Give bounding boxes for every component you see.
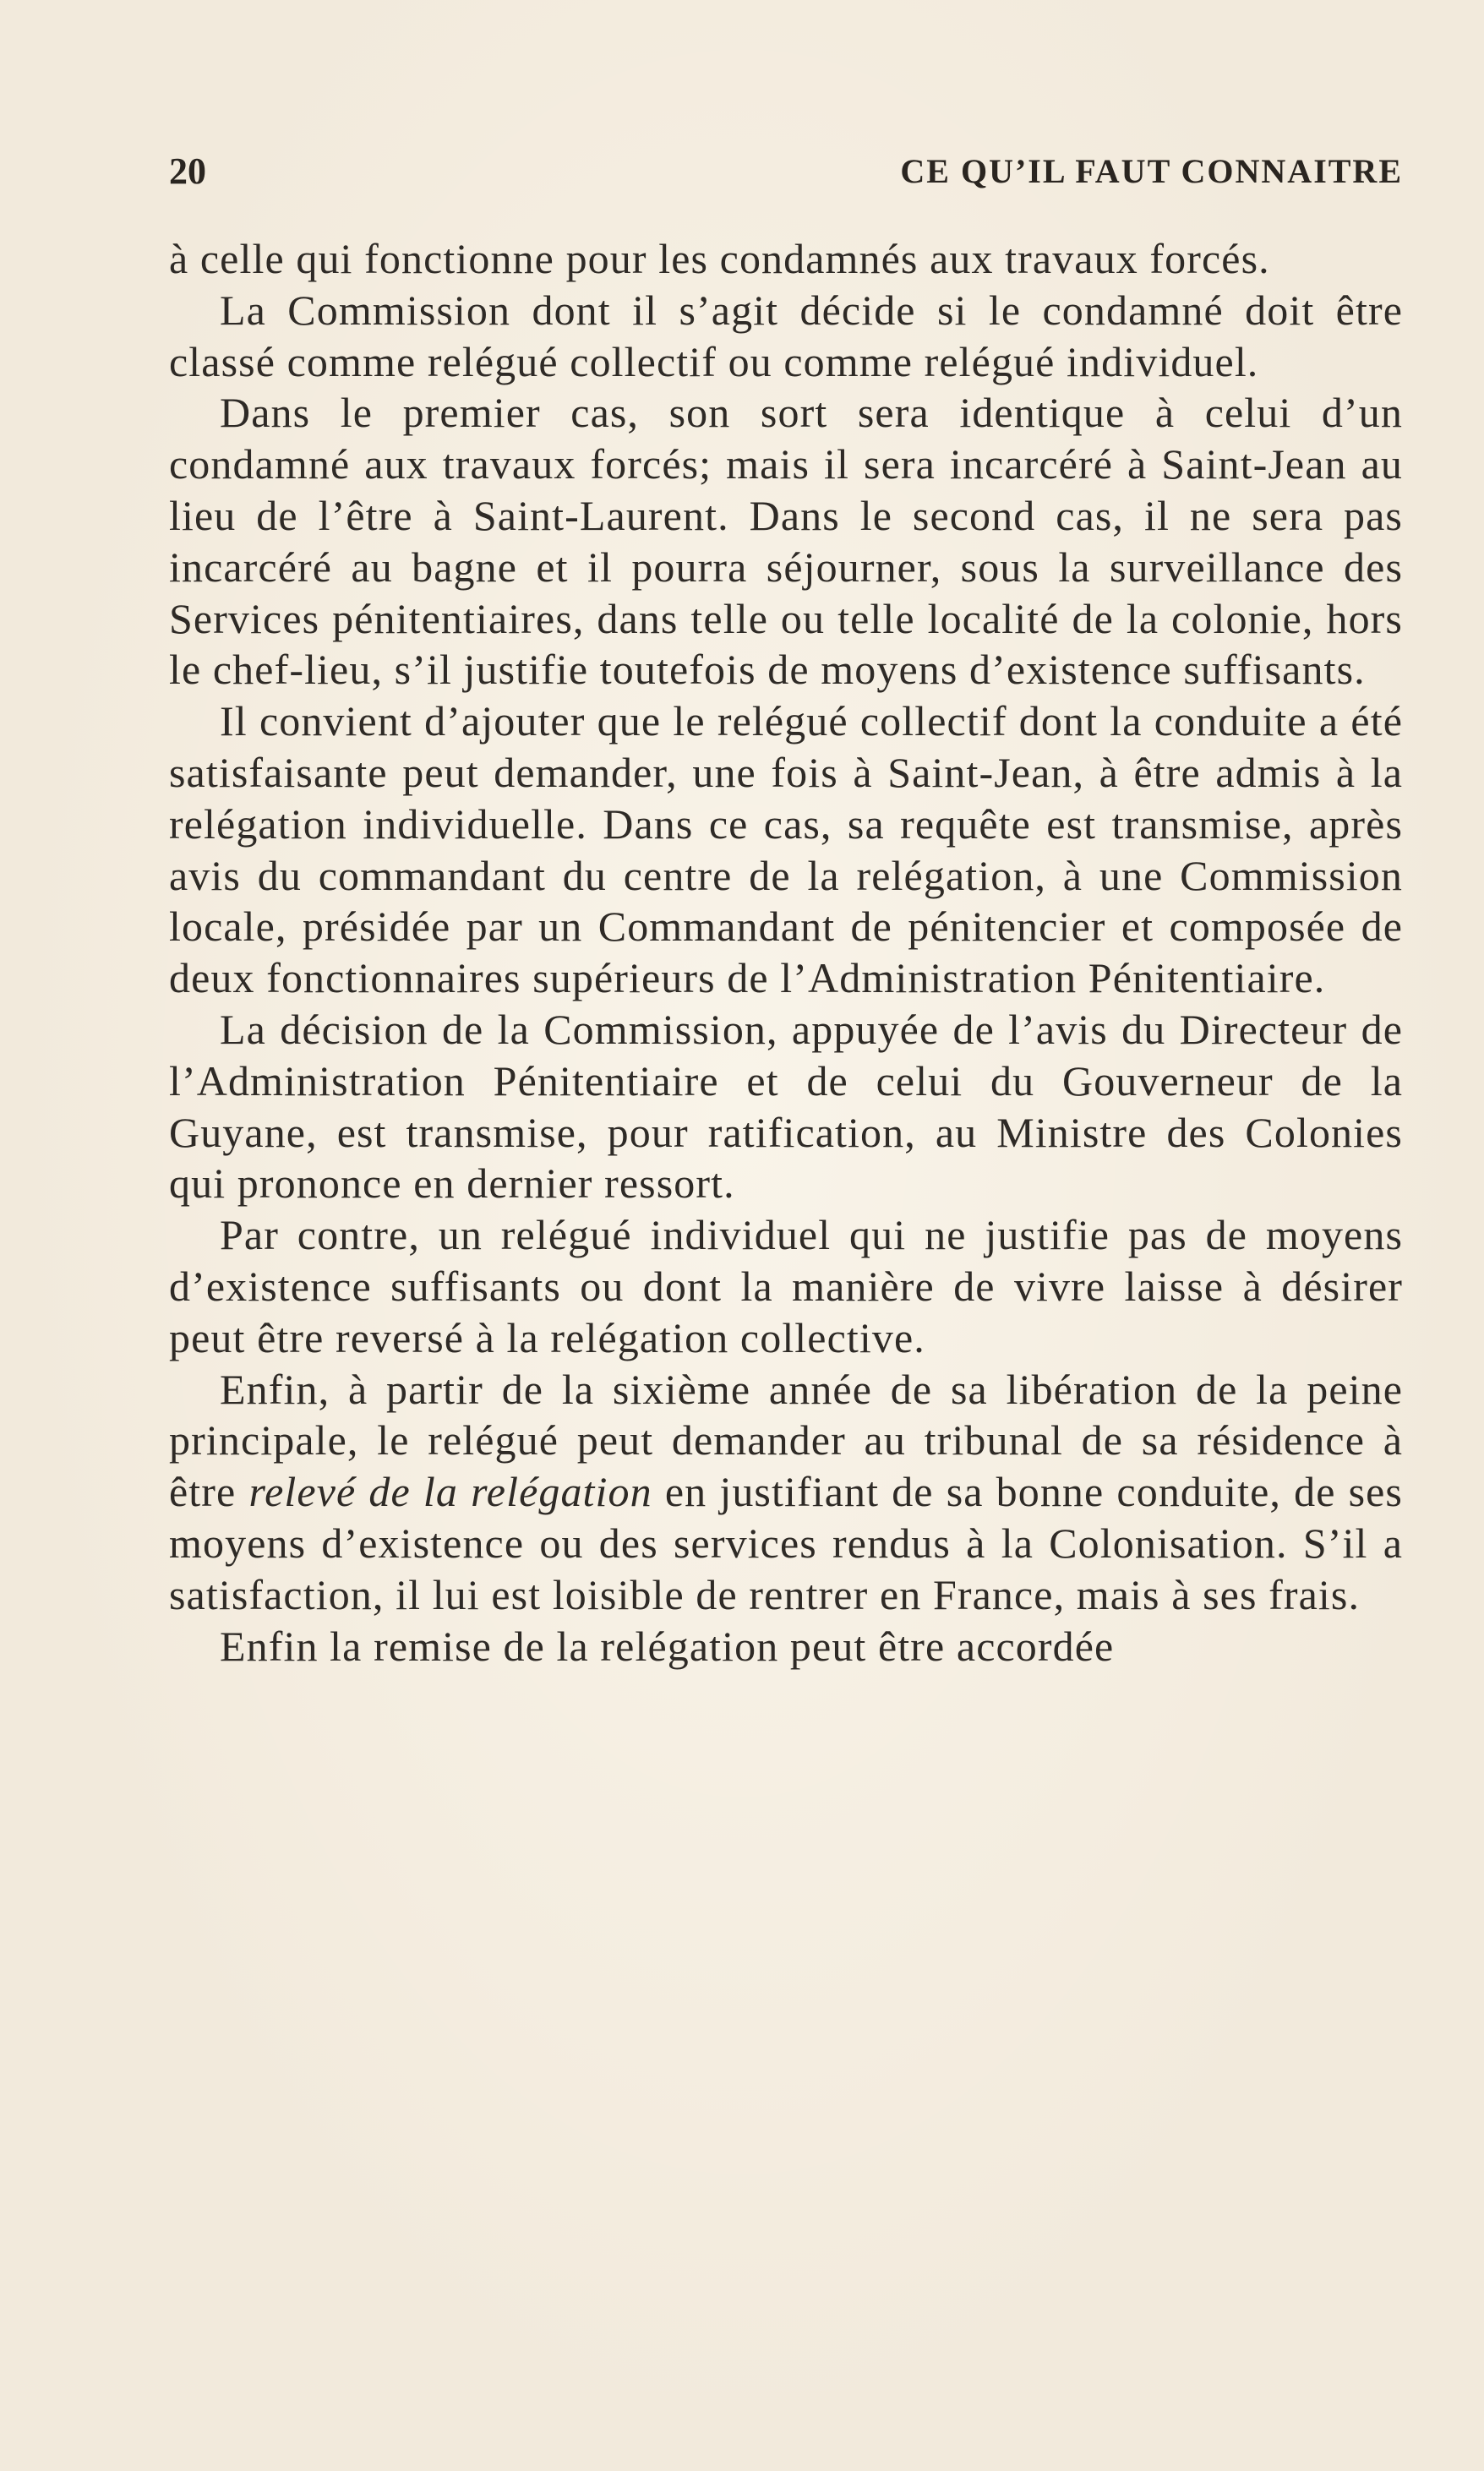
paragraph-commission-ratification: La décision de la Commission, appuyée de l’avis du Directeur de l’Administration Pénitentiaire et de celui du Gouverneur de la Guyane, est transmise, pour ratification, au Ministre des Colonies qui prononce en dernier ressort. <box>169 1005 1403 1208</box>
paragraph-release-request <box>169 1364 1403 1621</box>
paragraph-individual-relegation: Il convient d’ajouter que le relégué collectif dont la conduite a été satisfaisante peut demander, une fois à Saint-Jean, à être admis à la relégation individuelle. Dans ce cas, sa requête est transmise, après avis du commandant du centre de la relégation, à une Commission locale, présidée par un Commandant de pénitencier et composée de deux fonctionnaires supérieurs de l’Administration Pénitentiaire. <box>169 697 1403 1002</box>
paragraph-reversal: Par contre, un relégué individuel qui ne justifie pas de moyens d’existence suffisants ou dont la manière de vivre laisse à désirer peut être reversé à la relégation collective. <box>169 1211 1403 1361</box>
release-text-after: en justifiant de sa bonne conduite, de ses moyens d’existence ou des services rendus à la Colonisation. S’il a satisfaction, il lui est loisible de rentrer en France, mais à ses frais. <box>169 1468 1403 1618</box>
page-number: 20 <box>169 150 206 192</box>
page-header <box>169 142 1403 201</box>
running-title: CE QU’IL FAUT CONNAITRE <box>900 152 1403 190</box>
release-italic-phrase: relevé de la relégation <box>248 1468 652 1516</box>
release-text-before: Enfin, à partir de la sixième année de sa libération de la peine principale, le relégué peut demander au tribunal de sa résidence à être <box>169 1365 1403 1516</box>
paragraph-commission-decision: La Commission dont il s’agit décide si le condamné doit être classé comme relégué collectif ou comme relégué individuel. <box>169 286 1403 385</box>
paragraph-remission: Enfin la remise de la relégation peut être accordée <box>220 1622 1115 1670</box>
paragraph-first-case: Dans le premier cas, son sort sera identique à celui d’un condamné aux travaux forcés; mais il sera incarcéré à Saint-Jean au lieu de l’être à Saint-Laurent. Dans le second cas, il ne sera pas incarcéré au bagne et il pourra séjourner, sous la surveillance des Services pénitentiaires, dans telle ou telle localité de la colonie, hors le chef-lieu, s’il justifie toutefois de moyens d’existence suffisants. <box>169 389 1403 694</box>
paragraph-continuation: à celle qui fonctionne pour les condamnés aux travaux forcés. <box>169 235 1270 282</box>
body-text <box>169 233 1403 1672</box>
